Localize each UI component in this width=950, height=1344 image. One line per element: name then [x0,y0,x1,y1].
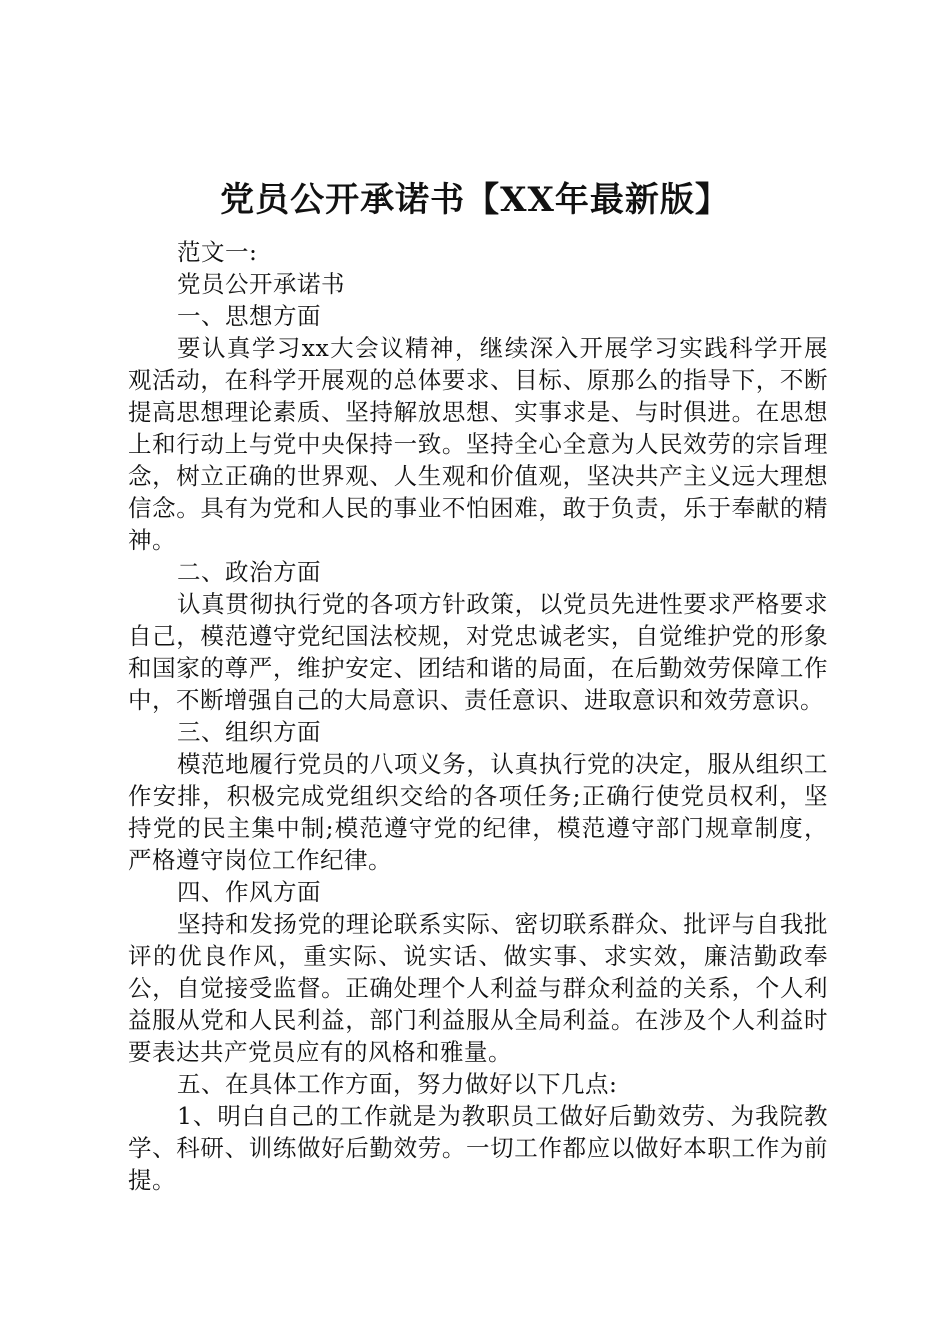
document-body [128,236,828,1196]
sample-label: 范文一: [177,238,258,266]
section-heading-conduct: 四、作风方面 [177,878,321,906]
section-heading-politics: 二、政治方面 [177,558,321,586]
paragraph-work-item-1: 1、明白自己的工作就是为教职员工做好后勤效劳、为我院教学、科研、训练做好后勤效劳。一切工作都应以做好本职工作为前提。 [128,1102,828,1194]
paragraph-organization: 模范地履行党员的八项义务，认真执行党的决定，服从组织工作安排，积极完成党组织交给的各项任务;正确行使党员权利，坚持党的民主集中制;模范遵守党的纪律，模范遵守部门规章制度，严格遵守岗位工作纪律。 [128,750,828,874]
section-heading-work: 五、在具体工作方面，努力做好以下几点: [177,1070,618,1098]
section-heading-thought: 一、思想方面 [177,302,321,330]
paragraph-politics: 认真贯彻执行党的各项方针政策，以党员先进性要求严格要求自己，模范遵守党纪国法校规，对党忠诚老实，自觉维护党的形象和国家的尊严，维护安定、团结和谐的局面，在后勤效劳保障工作中，不断增强自己的大局意识、责任意识、进取意识和效劳意识。 [128,590,828,714]
subtitle: 党员公开承诺书 [177,270,345,298]
paragraph-thought: 要认真学习xx大会议精神，继续深入开展学习实践科学开展观活动，在科学开展观的总体要求、目标、原那么的指导下，不断提高思想理论素质、坚持解放思想、实事求是、与时俱进。在思想上和行动上与党中央保持一致。坚持全心全意为人民效劳的宗旨理念，树立正确的世界观、人生观和价值观，坚决共产主义远大理想信念。具有为党和人民的事业不怕困难，敢于负责，乐于奉献的精神。 [128,334,828,554]
section-heading-organization: 三、组织方面 [177,718,321,746]
document-title: 党员公开承诺书【XX年最新版】 [220,180,730,220]
paragraph-conduct: 坚持和发扬党的理论联系实际、密切联系群众、批评与自我批评的优良作风，重实际、说实话、做实事、求实效，廉洁勤政奉公，自觉接受监督。正确处理个人利益与群众利益的关系，个人利益服从党和人民利益，部门利益服从全局利益。在涉及个人利益时要表达共产党员应有的风格和雅量。 [128,910,828,1066]
